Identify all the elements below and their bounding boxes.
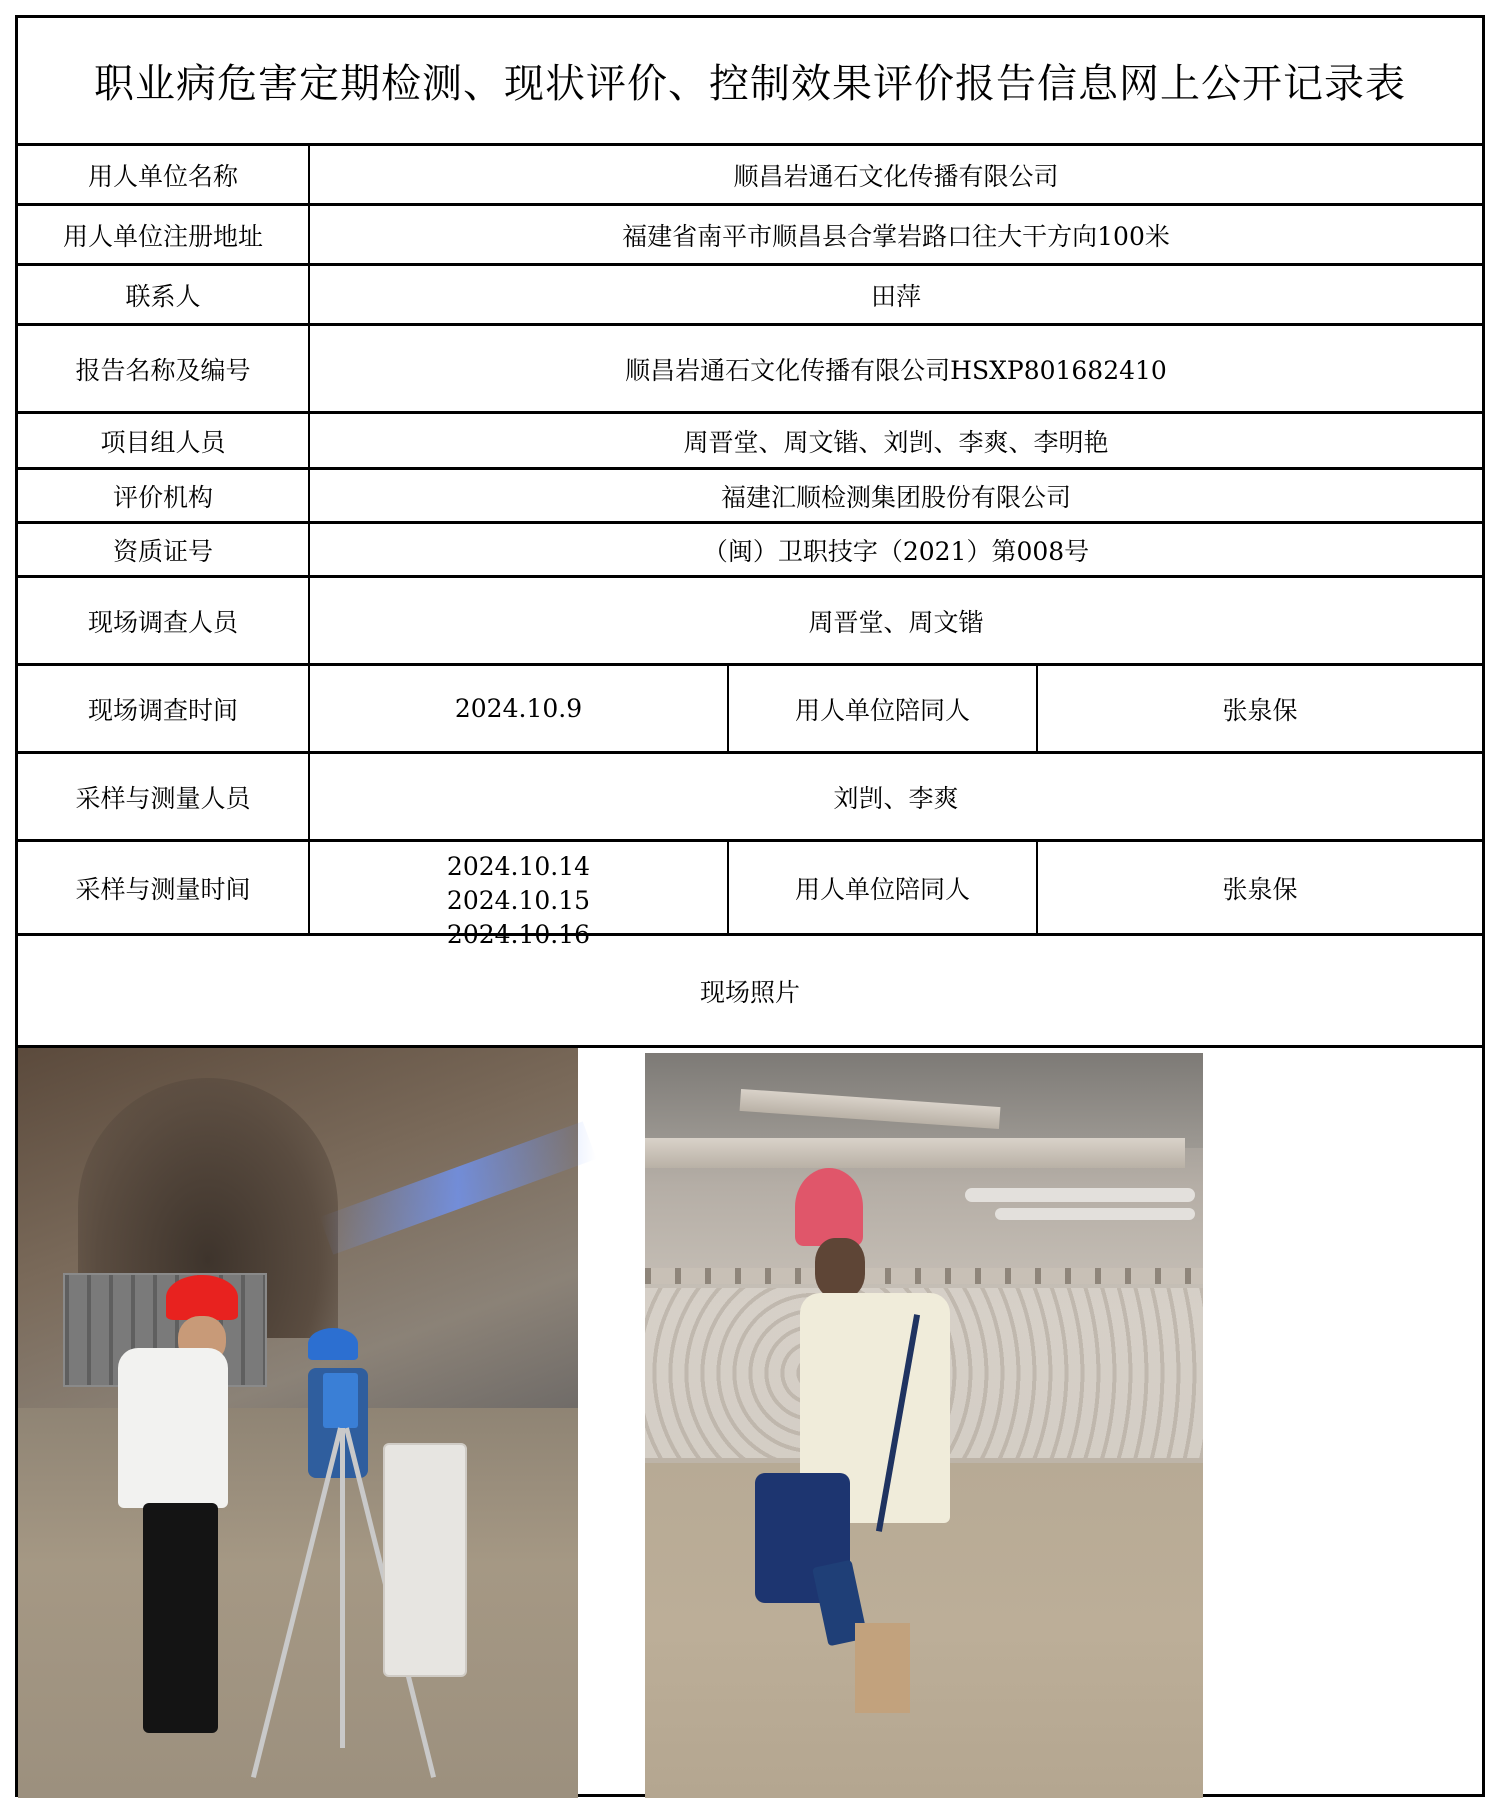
record-form	[15, 15, 1485, 1797]
worker-head-shape	[815, 1238, 865, 1298]
pink-helmet-shape	[795, 1168, 863, 1246]
label-evaluation-agency: 评价机构	[18, 470, 310, 521]
label-employer-address: 用人单位注册地址	[18, 206, 310, 263]
label-sampling-personnel: 采样与测量人员	[18, 754, 310, 839]
label-site-investigation-time: 现场调查时间	[18, 666, 310, 751]
row-contact-person	[18, 263, 1482, 323]
worker-1-shirt-shape	[118, 1348, 228, 1508]
red-helmet-shape	[166, 1275, 238, 1320]
page-title: 职业病危害定期检测、现状评价、控制效果评价报告信息网上公开记录表	[94, 61, 1406, 107]
label-report-name: 报告名称及编号	[18, 326, 310, 411]
site-photo-2	[645, 1053, 1203, 1798]
row-project-team	[18, 411, 1482, 467]
pipe-shape	[965, 1188, 1195, 1202]
sampling-date-3: 2024.10.16	[446, 920, 591, 949]
label-employer-name: 用人单位名称	[18, 146, 310, 203]
photos-area	[18, 1045, 1482, 1794]
sampler-instrument-shape	[323, 1373, 358, 1428]
label-sampling-companion: 用人单位陪同人	[729, 842, 1038, 933]
label-qualification-number: 资质证号	[18, 524, 310, 575]
value-employer-name: 顺昌岩通石文化传播有限公司	[733, 161, 1059, 191]
pipe-shape	[995, 1208, 1195, 1220]
label-sampling-time: 采样与测量时间	[18, 842, 310, 933]
sampling-date-1: 2024.10.14	[446, 852, 591, 881]
row-sampling-personnel	[18, 751, 1482, 839]
value-report-name: 顺昌岩通石文化传播有限公司HSXP801682410	[625, 355, 1167, 385]
value-qualification-number: （闽）卫职技字（2021）第008号	[702, 536, 1090, 566]
value-sampling-companion: 张泉保	[1222, 874, 1298, 904]
value-contact-person: 田萍	[870, 281, 921, 311]
row-evaluation-agency	[18, 467, 1482, 521]
sampling-cart-shape	[383, 1443, 467, 1677]
value-employer-address: 福建省南平市顺昌县合掌岩路口往大干方向100米	[622, 221, 1170, 251]
value-evaluation-agency: 福建汇顺检测集团股份有限公司	[720, 482, 1071, 512]
site-photo-1	[18, 1048, 578, 1798]
photos-caption: 现场照片	[699, 977, 800, 1007]
blue-helmet-shape	[308, 1328, 358, 1360]
rock-wall-shape	[645, 1053, 1203, 1148]
value-project-team: 周晋堂、周文锴、刘剀、李爽、李明艳	[683, 427, 1109, 457]
label-project-team: 项目组人员	[18, 414, 310, 467]
carved-border-shape	[645, 1268, 1203, 1284]
light-beam-shape	[320, 1121, 597, 1254]
worker-1-pants-shape	[143, 1503, 218, 1733]
label-site-investigators: 现场调查人员	[18, 578, 310, 663]
label-contact-person: 联系人	[18, 266, 310, 323]
label-site-companion: 用人单位陪同人	[729, 666, 1038, 751]
row-sampling-time	[18, 839, 1482, 949]
value-sampling-dates	[310, 842, 729, 949]
value-site-investigators: 周晋堂、周文锴	[808, 607, 984, 637]
row-qualification-number	[18, 521, 1482, 575]
value-sampling-personnel: 刘剀、李爽	[833, 783, 959, 813]
row-site-investigation-time	[18, 663, 1482, 751]
value-site-investigation-date: 2024.10.9	[310, 666, 729, 751]
tripod-leg-shape	[340, 1428, 345, 1748]
row-employer-address	[18, 203, 1482, 263]
row-report-name	[18, 323, 1482, 411]
stool-shape	[855, 1623, 910, 1713]
value-site-companion: 张泉保	[1222, 695, 1298, 725]
title-row	[18, 18, 1482, 143]
row-photos-caption	[18, 933, 1482, 1045]
row-employer-name	[18, 143, 1482, 203]
sampling-date-2: 2024.10.15	[446, 886, 591, 915]
row-site-investigators	[18, 575, 1482, 663]
stone-beam-shape	[645, 1138, 1185, 1168]
